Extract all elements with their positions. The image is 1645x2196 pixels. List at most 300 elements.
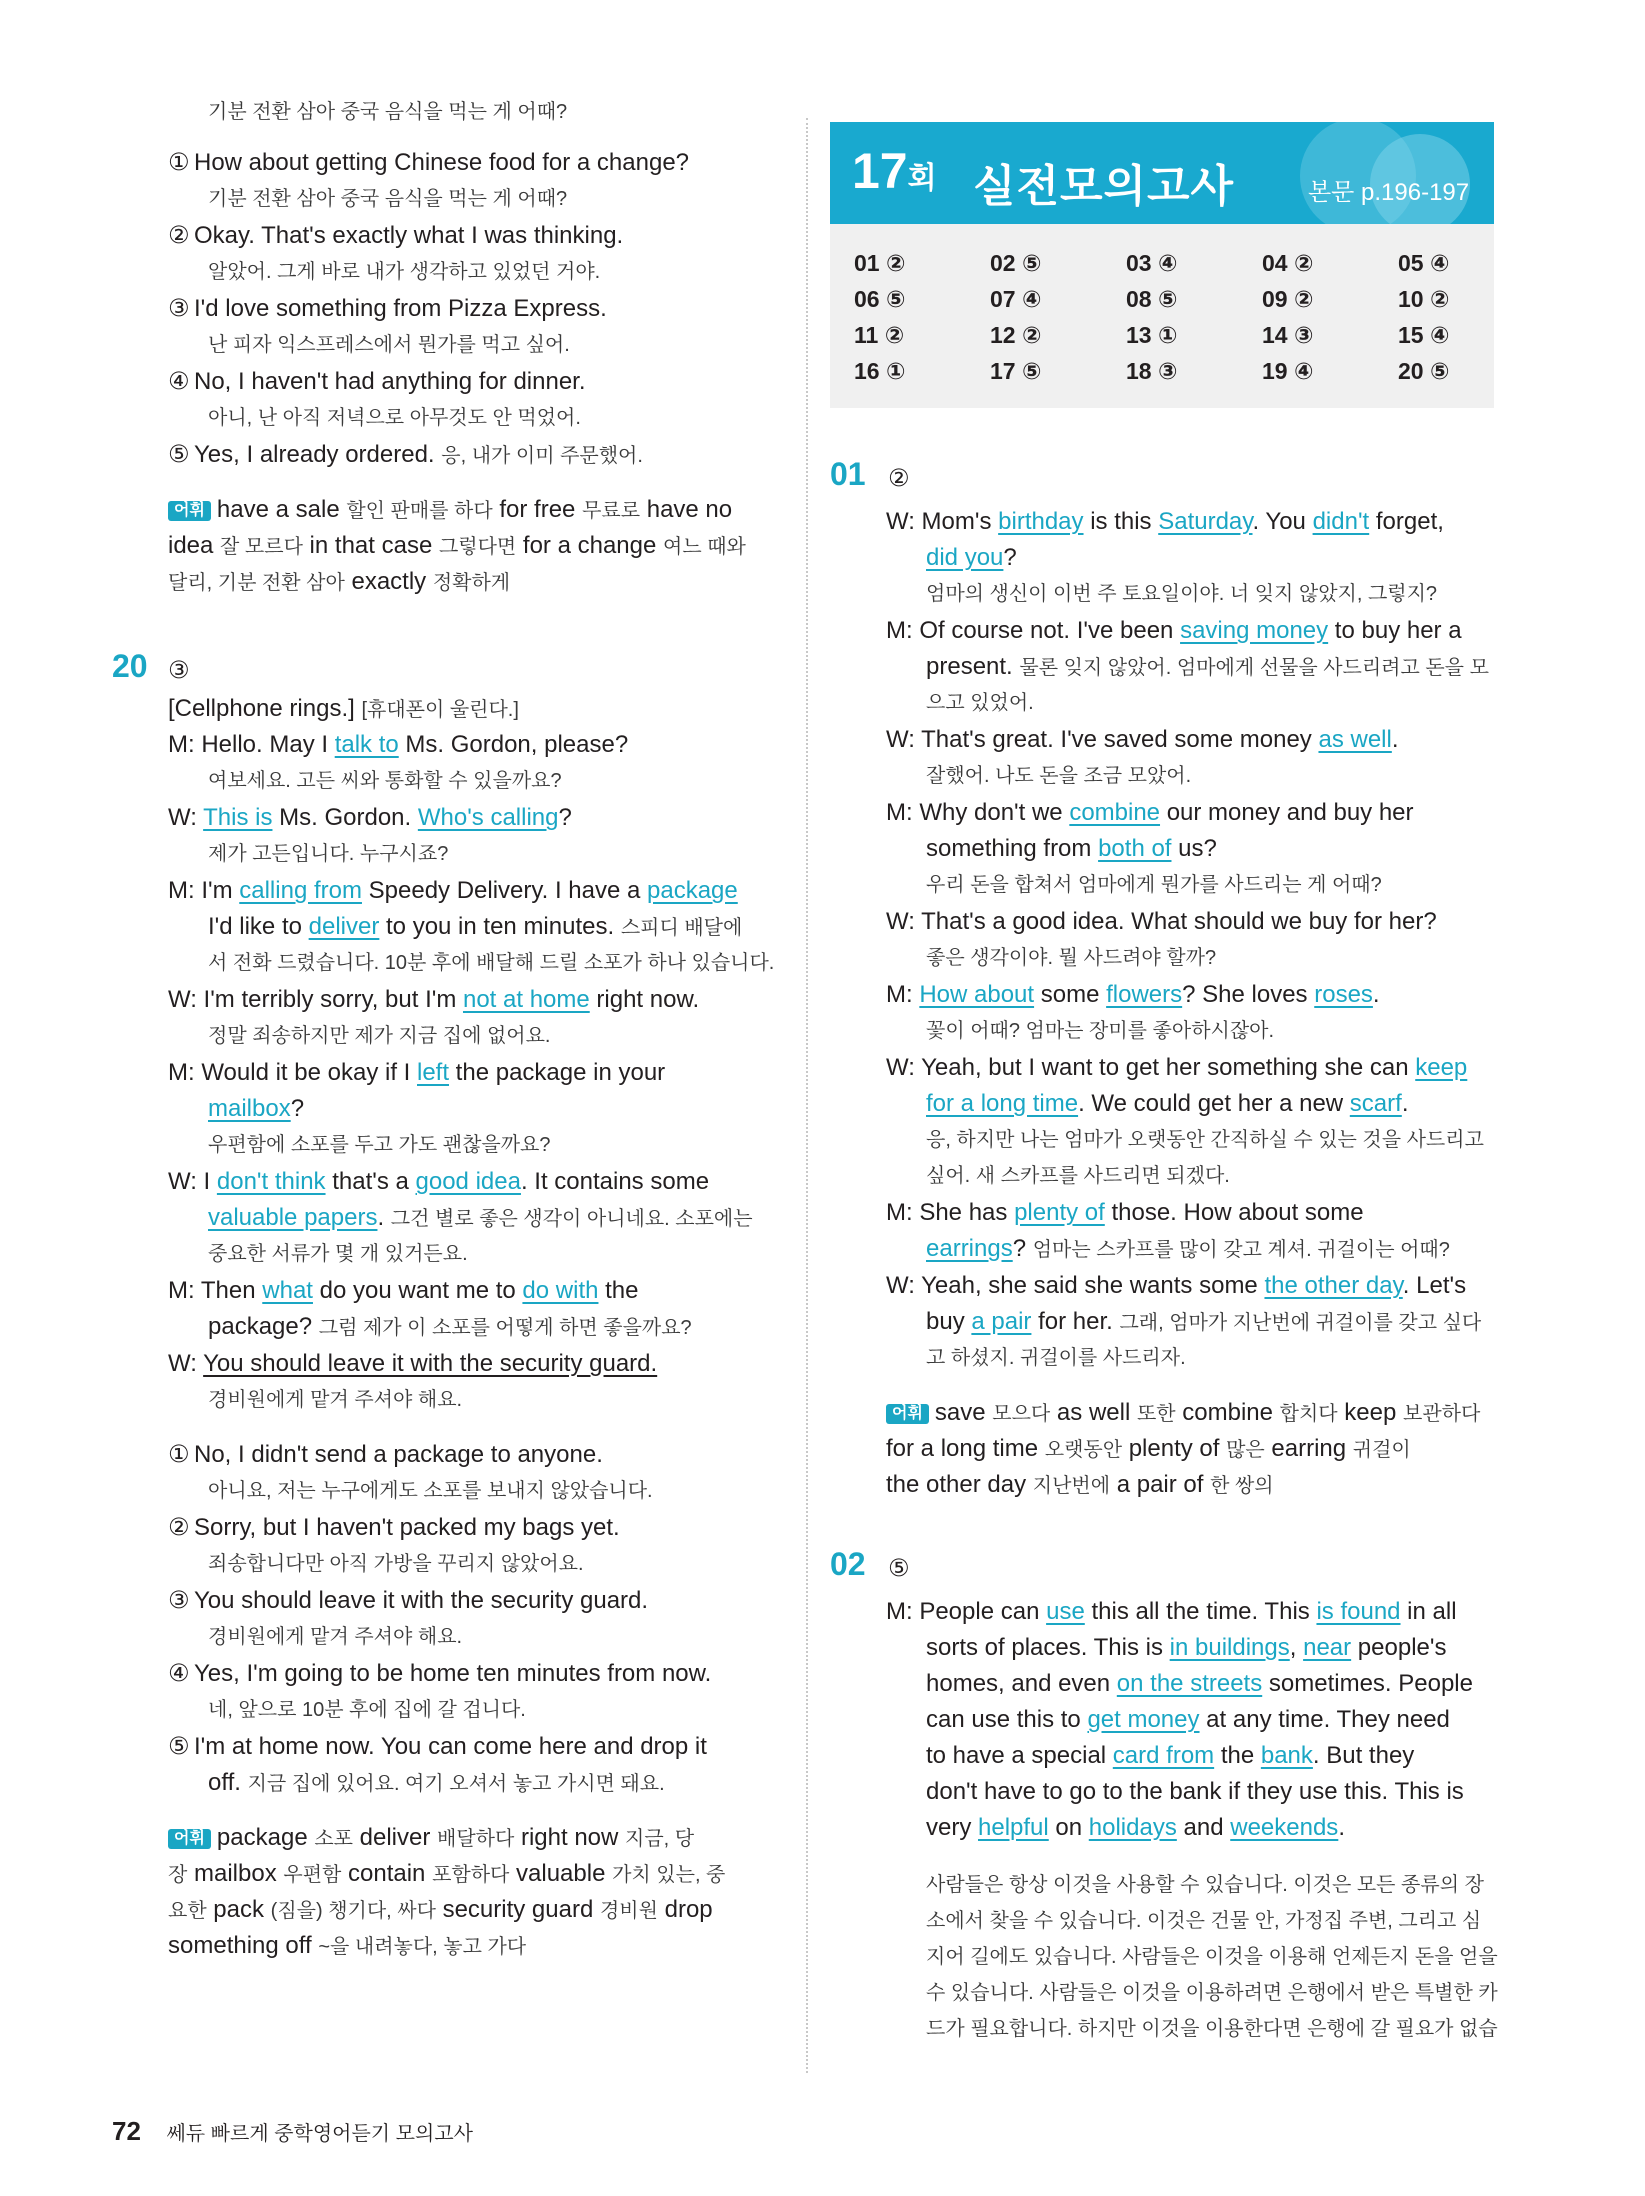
- text-segment: W: That's a good idea. What should we buy for her?: [886, 908, 1437, 935]
- text-segment: buy: [926, 1308, 972, 1335]
- answer-key-item: 06 ⑤: [854, 286, 906, 312]
- text-line: [886, 1597, 1457, 1627]
- text-segment: W: Yeah, but I want to get her something she can: [886, 1054, 1416, 1081]
- text-line: [208, 1203, 753, 1234]
- text-segment: people's: [1351, 1634, 1447, 1661]
- korean-text: 귀걸이: [1352, 1439, 1411, 1461]
- text-segment: very: [926, 1814, 979, 1841]
- korean-text: 달리, 기분 전환 삼아: [168, 572, 345, 594]
- text-segment: I'm at home now. You can come here and drop it: [194, 1733, 707, 1760]
- blank-answer: roses: [1314, 981, 1373, 1008]
- text-segment: Okay. That's exactly what I was thinking.: [194, 222, 624, 249]
- korean-text: ~을 내려놓다, 놓고 가다: [318, 1936, 527, 1958]
- text-segment: 서 전화 드렸습니다. 10분 후에 배달해 드릴 소포가 하나 있습니다.: [208, 952, 775, 974]
- blank-answer: get money: [1087, 1706, 1200, 1733]
- page-number: 72: [112, 2116, 141, 2146]
- text-line: [168, 495, 732, 526]
- text-segment: ?: [290, 1095, 305, 1122]
- text-segment: 지어 길에도 있습니다. 사람들은 이것을 이용해 언제든지 돈을 얻을: [926, 1946, 1498, 1968]
- option-marker: ⑤: [168, 441, 190, 468]
- text-segment: for her.: [1031, 1308, 1120, 1335]
- text-line: [208, 1768, 665, 1799]
- blank-answer: combine: [1069, 799, 1161, 826]
- text-segment: package: [216, 1824, 315, 1851]
- text-segment: pack: [206, 1896, 271, 1923]
- text-segment: the other day: [886, 1471, 1033, 1498]
- text-line: [926, 1016, 1274, 1046]
- text-segment: Ms. Gordon, please?: [398, 731, 629, 758]
- text-segment: W: I'm terribly sorry, but I'm: [168, 986, 463, 1013]
- text-segment: No, I didn't send a package to anyone.: [194, 1441, 603, 1468]
- text-line: [168, 730, 628, 760]
- text-line: [926, 1307, 1481, 1338]
- text-segment: homes, and even: [926, 1670, 1117, 1697]
- text-segment: the: [1214, 1742, 1261, 1769]
- text-segment: present.: [926, 653, 1020, 680]
- text-segment: ?: [1012, 1235, 1033, 1262]
- text-line: [208, 1021, 550, 1051]
- question-01-number: 01: [830, 456, 866, 492]
- text-segment: ?: [1003, 544, 1017, 571]
- text-line: [886, 1053, 1467, 1083]
- blank-answer: valuable papers: [208, 1204, 378, 1231]
- text-segment: Yes, I'm going to be home ten minutes from now.: [194, 1660, 712, 1687]
- text-segment: right now.: [589, 986, 700, 1013]
- text-line: [926, 834, 1217, 864]
- blank-answer: didn't: [1312, 508, 1370, 535]
- text-segment: Ms. Gordon.: [272, 804, 418, 831]
- blank-answer: saving money: [1180, 617, 1329, 644]
- text-segment: 우편함에 소포를 두고 가도 괜찮을까요?: [208, 1134, 551, 1156]
- text-segment: 기분 전환 삼아 중국 음식을 먹는 게 어때?: [208, 188, 568, 210]
- text-segment: Yes, I already ordered.: [194, 441, 442, 468]
- text-line: [926, 2014, 1498, 2044]
- blank-answer: for a long time: [926, 1090, 1079, 1117]
- text-segment: M: Why don't we: [886, 799, 1070, 826]
- text-segment: have a sale: [216, 496, 347, 523]
- test-title: 실전모의고사: [973, 162, 1235, 211]
- blank-answer: card from: [1112, 1742, 1215, 1769]
- blank-answer: left: [417, 1059, 450, 1086]
- blank-answer: flowers: [1106, 981, 1183, 1008]
- blank-answer: on the streets: [1116, 1670, 1263, 1697]
- text-line: [208, 1312, 692, 1343]
- korean-text: 우편함: [283, 1864, 342, 1886]
- text-line: [926, 1234, 1450, 1265]
- option-marker: ④: [168, 1660, 190, 1687]
- text-segment: to buy her a: [1328, 617, 1462, 644]
- answer-key-item: 08 ⑤: [1126, 286, 1178, 312]
- blank-answer: plenty of: [1014, 1199, 1105, 1226]
- text-line: [168, 1513, 620, 1543]
- text-line: [926, 1942, 1498, 1972]
- text-line: [926, 1705, 1450, 1735]
- text-segment: idea: [168, 532, 221, 559]
- answer-key-item: 04 ②: [1262, 250, 1314, 276]
- text-segment: those. How about some: [1104, 1199, 1364, 1226]
- vocab-tag: 어휘: [168, 1829, 211, 1849]
- answer-key-item: 19 ④: [1262, 358, 1314, 384]
- blank-answer: near: [1303, 1634, 1352, 1661]
- korean-text: 보관하다: [1403, 1403, 1481, 1425]
- answer-key-item: 02 ⑤: [990, 250, 1042, 276]
- text-line: [168, 1659, 711, 1689]
- text-segment: save: [934, 1399, 993, 1426]
- text-line: [926, 943, 1216, 973]
- korean-text: 그럼 제가 이 소포를 어떻게 하면 좋을까요?: [318, 1317, 692, 1339]
- text-line: [886, 507, 1444, 537]
- text-line: [208, 184, 567, 214]
- text-segment: in that case: [302, 532, 439, 559]
- blank-answer: This is: [203, 804, 273, 831]
- text-segment: sometimes. People: [1262, 1670, 1473, 1697]
- text-segment: on: [1048, 1814, 1089, 1841]
- korean-text: 많은: [1226, 1439, 1265, 1461]
- vocab-tag: 어휘: [886, 1404, 929, 1424]
- text-line: [886, 1398, 1480, 1429]
- text-line: [886, 980, 1380, 1010]
- text-line: [208, 257, 600, 287]
- option-marker: ③: [168, 1587, 190, 1614]
- text-segment: .: [1372, 981, 1380, 1008]
- text-line: [926, 1870, 1484, 1900]
- text-segment: the package in your: [449, 1059, 666, 1086]
- blank-answer: talk to: [334, 731, 399, 758]
- question-20-answer: ③: [168, 657, 190, 684]
- text-segment: something from: [926, 835, 1099, 862]
- korean-text: 한 쌍의: [1210, 1475, 1274, 1497]
- text-segment: 정말 죄송하지만 제가 지금 집에 없어요.: [208, 1025, 551, 1047]
- text-line: [926, 870, 1382, 900]
- page-reference: 본문 p.196-197: [1308, 179, 1470, 206]
- korean-text: 엄마는 스카프를 많이 갖고 계셔. 귀걸이는 어때?: [1032, 1239, 1450, 1261]
- korean-text: 정확하게: [432, 572, 511, 594]
- test-banner: [830, 122, 1494, 224]
- text-line: [926, 1777, 1464, 1807]
- blank-answer: Who's calling: [417, 804, 559, 831]
- answer-key-item: 14 ③: [1262, 322, 1314, 348]
- text-segment: W: Mom's: [886, 508, 999, 535]
- text-line: [926, 1343, 1186, 1373]
- text-segment: keep: [1337, 1399, 1404, 1426]
- text-line: [168, 1440, 603, 1470]
- question-01-answer: ②: [888, 465, 910, 492]
- text-segment: 경비원에게 맡겨 주셔야 해요.: [208, 1626, 463, 1648]
- column-divider: [806, 118, 808, 2073]
- text-segment: us?: [1171, 835, 1217, 862]
- text-line: [168, 1586, 648, 1616]
- text-segment: 드가 필요합니다. 하지만 이것을 이용한다면 은행에 갈 필요가 없습: [926, 2018, 1498, 2040]
- text-segment: ,: [1289, 1634, 1304, 1661]
- text-segment: M: Would it be okay if I: [168, 1059, 417, 1086]
- text-segment: M: Hello. May I: [168, 731, 335, 758]
- blank-answer: calling from: [239, 877, 362, 904]
- text-segment: 여보세요. 고든 씨와 통화할 수 있을까요?: [208, 770, 562, 792]
- korean-text: 배달하다: [437, 1828, 515, 1850]
- question-20-number: 20: [112, 648, 148, 684]
- text-segment: deliver: [352, 1824, 438, 1851]
- text-segment: .: [1391, 726, 1399, 753]
- korean-text: 포함하다: [432, 1864, 510, 1886]
- blank-answer: deliver: [308, 913, 380, 940]
- text-line: [168, 567, 510, 598]
- blank-answer: is found: [1316, 1598, 1401, 1625]
- text-line: [886, 798, 1414, 828]
- blank-answer: mailbox: [208, 1095, 291, 1122]
- text-segment: that's a: [325, 1168, 416, 1195]
- text-line: [926, 1813, 1345, 1843]
- text-segment: W:: [168, 1350, 204, 1377]
- blank-answer: earrings: [926, 1235, 1013, 1262]
- text-segment: for free: [492, 496, 583, 523]
- text-line: [168, 1823, 694, 1854]
- text-segment: for a change: [516, 532, 664, 559]
- text-segment: combine: [1175, 1399, 1280, 1426]
- text-line: [208, 97, 567, 127]
- text-line: [208, 1385, 462, 1415]
- text-segment: No, I haven't had anything for dinner.: [194, 368, 586, 395]
- text-segment: M: I'm: [168, 877, 240, 904]
- text-line: [168, 148, 689, 178]
- answer-key-item: 17 ⑤: [990, 358, 1042, 384]
- option-marker: ②: [168, 222, 190, 249]
- text-line: [886, 1470, 1274, 1501]
- option-marker: ④: [168, 368, 190, 395]
- text-segment: sorts of places. This is: [926, 1634, 1170, 1661]
- korean-text: 요한: [168, 1900, 207, 1922]
- korean-text: 할인 판매를 하다: [346, 500, 493, 522]
- answer-key-item: 01 ②: [854, 250, 906, 276]
- text-segment: 꽃이 어때? 엄마는 장미를 좋아하시잖아.: [926, 1020, 1275, 1042]
- text-segment: right now: [514, 1824, 626, 1851]
- answer-key-item: 13 ①: [1126, 322, 1178, 348]
- text-segment: M: She has: [886, 1199, 1015, 1226]
- text-line: [926, 1089, 1408, 1119]
- text-line: [208, 403, 581, 433]
- text-line: [168, 803, 572, 833]
- text-line: [208, 330, 570, 360]
- text-line: [208, 766, 562, 796]
- text-segment: W:: [168, 804, 204, 831]
- blank-answer: scarf: [1349, 1090, 1402, 1117]
- text-line: [168, 694, 519, 725]
- text-segment: ? She loves: [1182, 981, 1315, 1008]
- text-line: [208, 1695, 526, 1725]
- book-title: 쎄듀 빠르게 중학영어듣기 모의고사: [166, 2123, 473, 2145]
- text-line: [208, 912, 742, 943]
- text-segment: W: That's great. I've saved some money: [886, 726, 1319, 753]
- korean-text: 지난번에: [1032, 1475, 1111, 1497]
- korean-text: 오랫동안: [1044, 1439, 1123, 1461]
- text-segment: valuable: [509, 1860, 613, 1887]
- text-segment: M: People can: [886, 1598, 1047, 1625]
- text-segment: 중요한 서류가 몇 개 있거든요.: [208, 1243, 468, 1265]
- blank-answer: don't think: [216, 1168, 326, 1195]
- korean-text: 그건 별로 좋은 생각이 아니네요. 소포에는: [390, 1208, 753, 1230]
- answer-key-item: 09 ②: [1262, 286, 1314, 312]
- text-segment: something off: [168, 1932, 319, 1959]
- text-line: [886, 1198, 1364, 1228]
- text-segment: 제가 고든입니다. 누구시죠?: [208, 843, 449, 865]
- text-line: [926, 1633, 1446, 1663]
- text-segment: can use this to: [926, 1706, 1088, 1733]
- text-segment: . You: [1252, 508, 1313, 535]
- text-segment: [Cellphone rings.]: [168, 695, 362, 722]
- text-segment: 엄마의 생신이 이번 주 토요일이야. 너 잊지 않았지, 그렇지?: [926, 583, 1438, 605]
- text-segment: .: [377, 1204, 391, 1231]
- blank-answer: weekends: [1230, 1814, 1339, 1841]
- text-segment: earring: [1264, 1435, 1353, 1462]
- text-line: [168, 1895, 713, 1926]
- korean-text: 장: [168, 1864, 188, 1886]
- text-segment: ?: [558, 804, 572, 831]
- text-line: [168, 531, 746, 562]
- korean-text: 잘 모르다: [220, 536, 303, 558]
- text-line: [926, 1669, 1473, 1699]
- answer-key-item: 15 ④: [1398, 322, 1450, 348]
- text-segment: off.: [208, 1769, 248, 1796]
- korean-text: 무료로: [582, 500, 641, 522]
- text-line: [926, 761, 1191, 791]
- text-line: [168, 294, 607, 324]
- text-segment: 난 피자 익스프레스에서 뭔가를 먹고 싶어.: [208, 334, 570, 356]
- text-segment: the: [598, 1277, 639, 1304]
- korean-text: 합치다: [1279, 1403, 1338, 1425]
- korean-text: 그렇다면: [438, 536, 517, 558]
- text-segment: 우리 돈을 합쳐서 엄마에게 뭔가를 사드리는 게 어때?: [926, 874, 1382, 896]
- text-segment: M: Of course not. I've been: [886, 617, 1181, 644]
- answer-key-item: 20 ⑤: [1398, 358, 1450, 384]
- test-round: 17회: [852, 143, 937, 199]
- text-segment: You should leave it with the security guard.: [203, 1350, 658, 1377]
- text-line: [168, 1276, 639, 1306]
- blank-answer: helpful: [978, 1814, 1049, 1841]
- text-segment: as well: [1050, 1399, 1137, 1426]
- text-line: [168, 221, 623, 251]
- blank-answer: both of: [1098, 835, 1172, 862]
- text-segment: 아니, 난 아직 저녁으로 아무것도 안 먹었어.: [208, 407, 581, 429]
- korean-text: 스피디 배달에: [620, 917, 743, 939]
- answer-key-item: 18 ③: [1126, 358, 1178, 384]
- answer-key-item: 03 ④: [1126, 250, 1178, 276]
- korean-text: 응, 내가 이미 주문했어.: [441, 445, 643, 467]
- answer-key-item: 12 ②: [990, 322, 1042, 348]
- text-segment: M: Then: [168, 1277, 263, 1304]
- text-line: [208, 839, 448, 869]
- korean-text: 모으다: [992, 1403, 1051, 1425]
- text-segment: and: [1176, 1814, 1231, 1841]
- blank-answer: keep: [1415, 1054, 1468, 1081]
- text-segment: do you want me to: [312, 1277, 523, 1304]
- korean-text: 여느 때와: [663, 536, 746, 558]
- korean-text: 물론 잊지 않았어. 엄마에게 선물을 사드리려고 돈을 모: [1019, 657, 1489, 679]
- option-marker: ③: [168, 295, 190, 322]
- blank-answer: package: [647, 877, 738, 904]
- text-line: [926, 652, 1489, 683]
- text-line: [926, 579, 1437, 609]
- answer-key-item: 05 ④: [1398, 250, 1450, 276]
- korean-text: 지금 집에 있어요. 여기 오셔서 놓고 가시면 돼요.: [247, 1773, 665, 1795]
- text-line: [208, 1476, 653, 1506]
- text-segment: .: [1401, 1090, 1409, 1117]
- text-line: [926, 543, 1017, 573]
- text-line: [886, 907, 1437, 937]
- vocab-tag: 어휘: [168, 501, 211, 521]
- text-line: [208, 948, 774, 978]
- blank-answer: holidays: [1088, 1814, 1177, 1841]
- text-segment: security guard: [435, 1896, 600, 1923]
- text-segment: Sorry, but I haven't packed my bags yet.: [194, 1514, 620, 1541]
- text-line: [926, 1978, 1498, 2008]
- text-line: [208, 1130, 550, 1160]
- text-segment: You should leave it with the security guard.: [194, 1587, 649, 1614]
- text-segment: 잘했어. 나도 돈을 조금 모았어.: [926, 765, 1192, 787]
- text-segment: 죄송합니다만 아직 가방을 꾸리지 않았어요.: [208, 1553, 584, 1575]
- text-line: [208, 1622, 462, 1652]
- korean-text: 가치 있는, 중: [612, 1864, 726, 1886]
- text-segment: . We could get her a new: [1078, 1090, 1350, 1117]
- text-line: [886, 616, 1462, 646]
- korean-text: 그래, 엄마가 지난번에 귀걸이를 갖고 싶다: [1119, 1312, 1482, 1334]
- text-segment: I'd like to: [208, 913, 309, 940]
- text-segment: How about getting Chinese food for a change?: [194, 149, 690, 176]
- blank-answer: bank: [1260, 1742, 1313, 1769]
- text-segment: have no: [640, 496, 733, 523]
- text-segment: for a long time: [886, 1435, 1045, 1462]
- text-line: [926, 1906, 1481, 1936]
- option-marker: ①: [168, 1441, 190, 1468]
- text-segment: is this: [1083, 508, 1159, 535]
- answer-key-item: 10 ②: [1398, 286, 1450, 312]
- blank-answer: the other day: [1264, 1272, 1403, 1299]
- text-segment: a pair of: [1110, 1471, 1211, 1498]
- text-segment: 알았어. 그게 바로 내가 생각하고 있었던 거야.: [208, 261, 601, 283]
- text-line: [168, 1058, 665, 1088]
- text-segment: .: [1338, 1814, 1345, 1841]
- blank-answer: what: [262, 1277, 313, 1304]
- text-line: [926, 1741, 1414, 1771]
- text-line: [208, 1549, 584, 1579]
- text-segment: M:: [886, 981, 920, 1008]
- answer-key-item: 07 ④: [990, 286, 1042, 312]
- blank-answer: not at home: [462, 986, 590, 1013]
- text-segment: this all the time. This: [1084, 1598, 1317, 1625]
- korean-text: 또한: [1136, 1403, 1176, 1425]
- option-marker: ①: [168, 149, 190, 176]
- text-line: [926, 1125, 1484, 1155]
- blank-answer: use: [1046, 1598, 1085, 1625]
- text-segment: 경비원에게 맡겨 주셔야 해요.: [208, 1389, 463, 1411]
- blank-answer: birthday: [998, 508, 1084, 535]
- text-segment: 기분 전환 삼아 중국 음식을 먹는 게 어때?: [208, 101, 568, 123]
- option-marker: ②: [168, 1514, 190, 1541]
- blank-answer: Saturday: [1158, 508, 1253, 535]
- answer-key: [830, 224, 1494, 408]
- text-segment: 수 있습니다. 사람들은 이것을 이용하려면 은행에서 받은 특별한 카: [926, 1982, 1498, 2004]
- blank-answer: do with: [522, 1277, 599, 1304]
- text-segment: 고 하셨지. 귀걸이를 사드리자.: [926, 1347, 1186, 1369]
- blank-answer: good idea: [415, 1168, 521, 1195]
- text-segment: drop: [657, 1896, 713, 1923]
- korean-text: 경비원: [599, 1900, 658, 1922]
- text-line: [168, 985, 699, 1015]
- text-segment: I'd love something from Pizza Express.: [194, 295, 607, 322]
- text-line: [926, 1161, 1230, 1191]
- text-segment: plenty of: [1122, 1435, 1227, 1462]
- text-line: [168, 1349, 657, 1379]
- text-segment: mailbox: [187, 1860, 284, 1887]
- answer-key-item: 11 ②: [854, 322, 905, 348]
